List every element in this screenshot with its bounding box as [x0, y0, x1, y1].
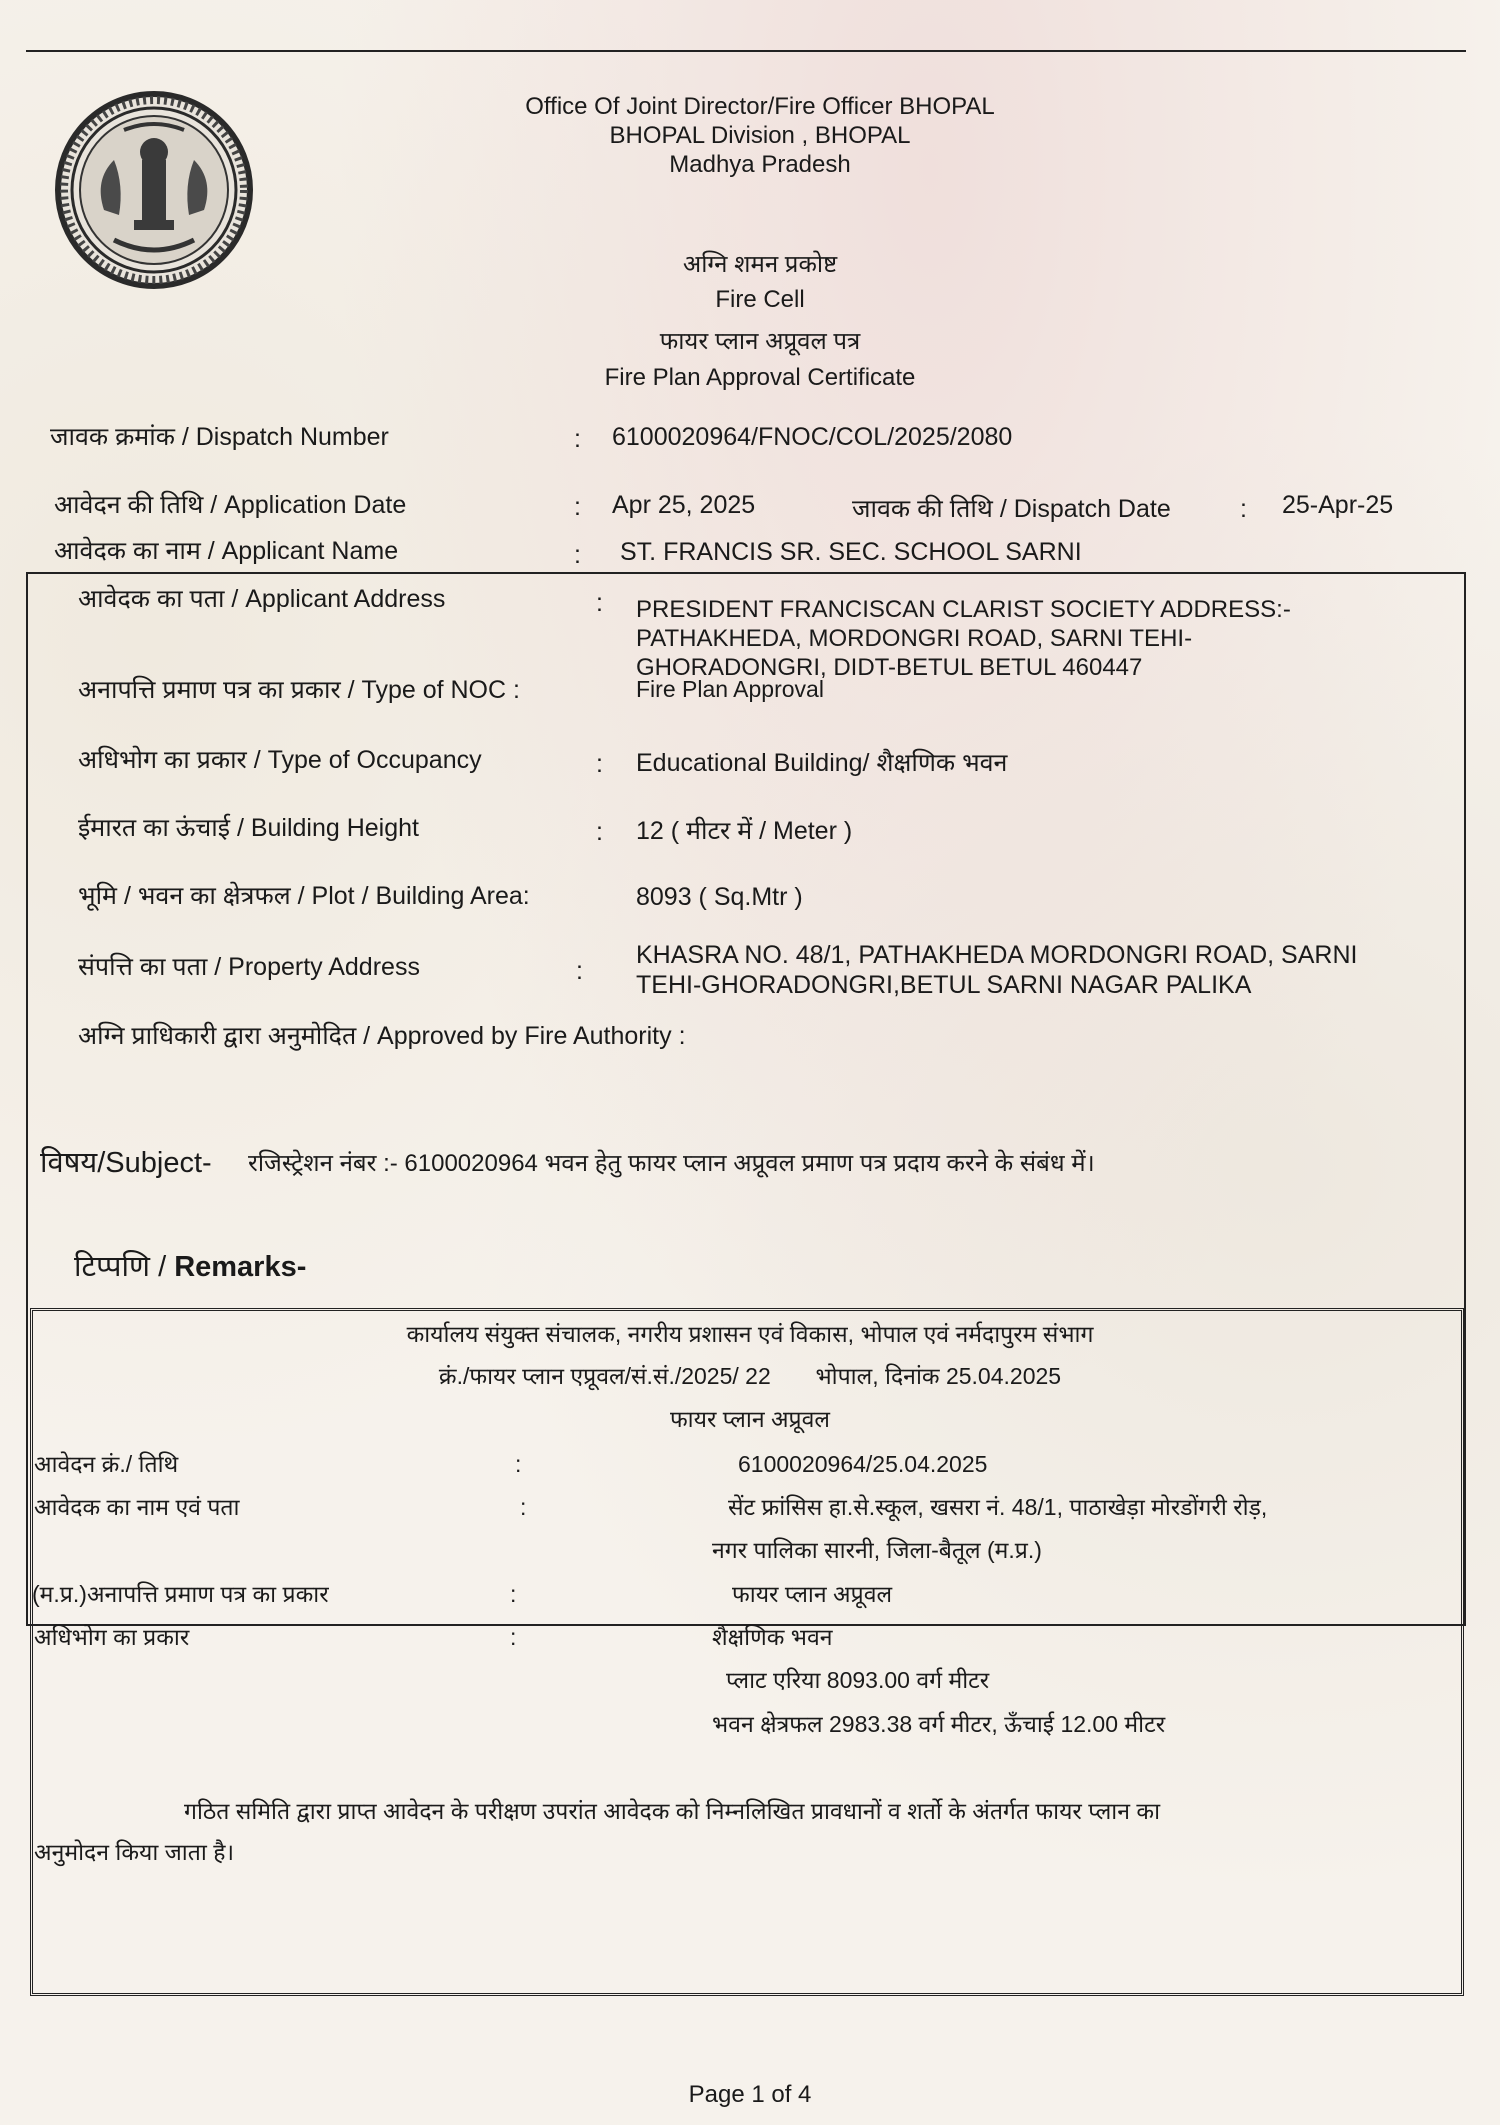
- page-number: Page 1 of 4: [688, 2081, 812, 2108]
- remarks-noc-colon: :: [510, 1581, 517, 1607]
- applicant-name-value: ST. FRANCIS SR. SEC. SCHOOL SARNI: [620, 538, 1082, 566]
- property-address-colon: :: [576, 957, 583, 985]
- remarks-occupancy-value: शैक्षणिक भवन: [712, 1624, 833, 1650]
- dispatch-number-colon: :: [574, 425, 581, 453]
- application-date-label: आवेदन की तिथि / Application Date: [54, 491, 407, 519]
- fire-cell-english: Fire Cell: [715, 286, 805, 313]
- height-value: 12 ( मीटर में / Meter ): [636, 817, 853, 845]
- remarks-paragraph-line1: गठित समिति द्वारा प्राप्त आवेदन के परीक्षण उपरांत आवेदक को निम्नलिखित प्रावधानों व शर्तो के अंतर्गत फायर प्लान का: [184, 1798, 1161, 1824]
- application-date-colon: :: [574, 493, 581, 521]
- occupancy-value: Educational Building/ शैक्षणिक भवन: [636, 749, 1008, 777]
- subject-label: विषय/Subject-: [40, 1147, 212, 1179]
- dispatch-number-label: जावक क्रमांक / Dispatch Number: [50, 423, 389, 451]
- remarks-heading: [74, 1250, 306, 1284]
- subject-text: रजिस्ट्रेशन नंबर :- 6100020964 भवन हेतु फायर प्लान अप्रूवल प्रमाण पत्र प्रदाय करने के संबंध में।: [248, 1150, 1095, 1177]
- state-title: Madhya Pradesh: [669, 151, 851, 178]
- remarks-app-no-value: 6100020964/25.04.2025: [738, 1451, 988, 1477]
- applicant-address-line1: PRESIDENT FRANCISCAN CLARIST SOCIETY ADDRESS:-: [636, 596, 1291, 623]
- state-emblem-seal: [54, 90, 254, 290]
- dispatch-number-value: 6100020964/FNOC/COL/2025/2080: [612, 423, 1013, 451]
- height-colon: :: [596, 818, 603, 846]
- occupancy-colon: :: [596, 750, 603, 778]
- remarks-name-colon: :: [520, 1494, 527, 1520]
- area-value: 8093 ( Sq.Mtr ): [636, 883, 803, 911]
- remarks-noc-value: फायर प्लान अप्रूवल: [732, 1581, 893, 1607]
- remarks-title: फायर प्लान अप्रूवल: [669, 1406, 831, 1432]
- property-address-line2: TEHI-GHORADONGRI,BETUL SARNI NAGAR PALIKA: [636, 971, 1252, 999]
- dispatch-date-value: 25-Apr-25: [1282, 491, 1394, 519]
- certificate-title-english: Fire Plan Approval Certificate: [604, 364, 916, 391]
- remarks-app-no-colon: :: [515, 1451, 522, 1477]
- remarks-paragraph-line2: अनुमोदन किया जाता है।: [34, 1839, 235, 1865]
- remarks-name-value-line1: सेंट फ्रांसिस हा.से.स्कूल, खसरा नं. 48/1, पाठाखेड़ा मोरडोंगरी रोड़,: [728, 1494, 1268, 1520]
- applicant-address-line3: GHORADONGRI, DIDT-BETUL BETUL 460447: [636, 654, 1143, 681]
- certificate-title-hindi: फायर प्लान अप्रूवल पत्र: [659, 328, 861, 355]
- dispatch-date-label: जावक की तिथि / Dispatch Date: [852, 495, 1171, 523]
- property-address-line1: KHASRA NO. 48/1, PATHAKHEDA MORDONGRI ROAD, SARNI: [636, 941, 1358, 969]
- fire-cell-hindi: अग्नि शमन प्रकोष्ट: [682, 251, 838, 278]
- application-date-value: Apr 25, 2025: [612, 491, 756, 519]
- remarks-noc-label: (म.प्र.)अनापत्ति प्रमाण पत्र का प्रकार: [32, 1581, 329, 1607]
- noc-type-label: अनापत्ति प्रमाण पत्र का प्रकार / Type of NOC :: [78, 676, 520, 704]
- occupancy-label: अधिभोग का प्रकार / Type of Occupancy: [78, 746, 482, 774]
- noc-type-value: Fire Plan Approval: [636, 676, 824, 702]
- height-label: ईमारत का ऊंचाई / Building Height: [78, 814, 419, 842]
- remarks-reference: क्रं./फायर प्लान एप्रूवल/सं.सं./2025/ 22 भोपाल, दिनांक 25.04.2025: [438, 1363, 1062, 1389]
- applicant-address-label: आवेदक का पता / Applicant Address: [78, 585, 446, 613]
- remarks-office: कार्यालय संयुक्त संचालक, नगरीय प्रशासन एवं विकास, भोपाल एवं नर्मदापुरम संभाग: [406, 1321, 1094, 1347]
- remarks-app-no-label: आवेदन क्रं./ तिथि: [34, 1451, 179, 1477]
- top-rule: [26, 50, 1466, 52]
- remarks-occupancy-label: अधिभोग का प्रकार: [34, 1624, 190, 1650]
- area-label: भूमि / भवन का क्षेत्रफल / Plot / Building Area:: [78, 882, 530, 910]
- remarks-heading-english: Remarks-: [174, 1251, 307, 1283]
- remarks-name-value-line2: नगर पालिका सारनी, जिला-बैतूल (म.प्र.): [712, 1537, 1042, 1563]
- property-address-label: संपत्ति का पता / Property Address: [78, 953, 420, 981]
- approved-by-label: अग्नि प्राधिकारी द्वारा अनुमोदित / Approved by Fire Authority :: [78, 1022, 686, 1050]
- applicant-name-label: आवेदक का नाम / Applicant Name: [54, 537, 399, 565]
- remarks-occupancy-colon: :: [510, 1624, 517, 1650]
- applicant-address-line2: PATHAKHEDA, MORDONGRI ROAD, SARNI TEHI-: [636, 625, 1193, 652]
- remarks-plot-area: प्लाट एरिया 8093.00 वर्ग मीटर: [726, 1667, 990, 1693]
- dispatch-date-colon: :: [1240, 495, 1247, 523]
- division-title: BHOPAL Division , BHOPAL: [609, 122, 911, 149]
- applicant-address-colon: :: [596, 589, 603, 617]
- remarks-name-label: आवेदक का नाम एवं पता: [34, 1494, 240, 1520]
- applicant-name-colon: :: [574, 541, 581, 569]
- remarks-building-area: भवन क्षेत्रफल 2983.38 वर्ग मीटर, ऊँचाई 12.00 मीटर: [712, 1711, 1166, 1737]
- office-title: Office Of Joint Director/Fire Officer BHOPAL: [525, 93, 995, 120]
- remarks-heading-hindi: टिप्पणि /: [74, 1251, 175, 1283]
